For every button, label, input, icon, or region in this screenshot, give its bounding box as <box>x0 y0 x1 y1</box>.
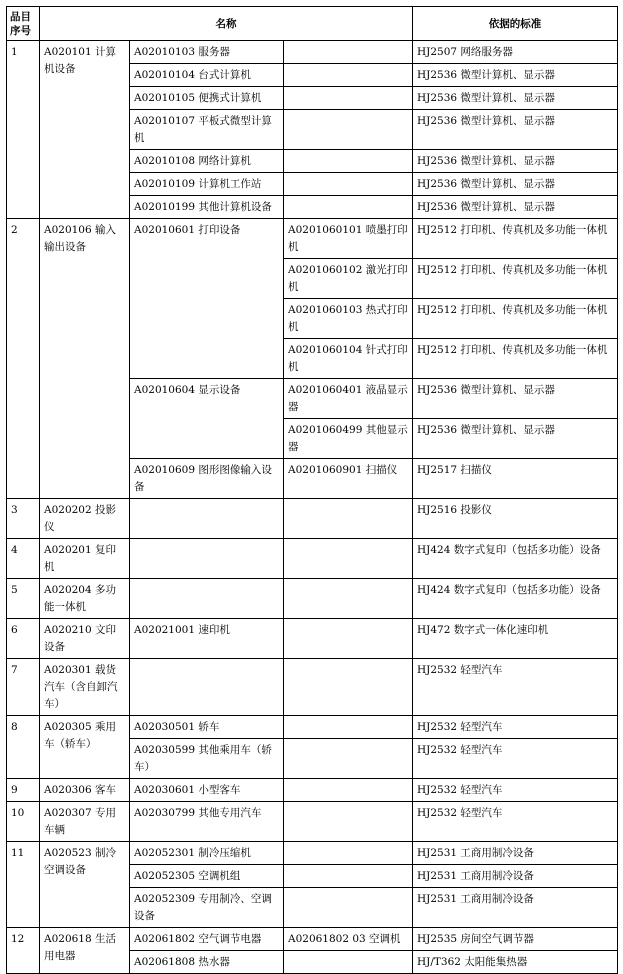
standard-cell: HJ2512 打印机、传真机及多功能一体机 <box>413 299 618 339</box>
standards-table <box>6 6 618 974</box>
table-row <box>7 842 618 865</box>
detail-cell: A0201060102 激光打印机 <box>284 259 413 299</box>
detail-cell <box>284 150 413 173</box>
detail-cell: A0201060401 液晶显示器 <box>284 379 413 419</box>
detail-cell <box>284 579 413 619</box>
category-cell: A020101 计算机设备 <box>40 41 130 219</box>
detail-cell <box>284 619 413 659</box>
standard-cell: HJ2536 微型计算机、显示器 <box>413 173 618 196</box>
standard-cell: HJ2512 打印机、传真机及多功能一体机 <box>413 339 618 379</box>
detail-cell <box>284 716 413 739</box>
standard-cell: HJ2536 微型计算机、显示器 <box>413 379 618 419</box>
standard-cell: HJ2532 轻型汽车 <box>413 779 618 802</box>
subcategory-cell: A02052309 专用制冷、空调设备 <box>130 888 284 928</box>
category-cell: A020305 乘用车（轿车） <box>40 716 130 779</box>
standard-cell: HJ/T362 太阳能集热器 <box>413 951 618 974</box>
standard-cell: HJ2517 扫描仪 <box>413 459 618 499</box>
item-index: 3 <box>7 499 40 539</box>
item-index: 7 <box>7 659 40 716</box>
item-index: 1 <box>7 41 40 219</box>
detail-cell: A0201060103 热式打印机 <box>284 299 413 339</box>
subcategory-cell: A02010601 打印设备 <box>130 219 284 379</box>
category-cell: A020106 输入输出设备 <box>40 219 130 499</box>
item-index: 4 <box>7 539 40 579</box>
category-cell: A020301 载货汽车（含自卸汽车） <box>40 659 130 716</box>
subcategory-cell: A02010109 计算机工作站 <box>130 173 284 196</box>
table-row <box>7 619 618 659</box>
table-row <box>7 41 618 64</box>
standard-cell: HJ2532 轻型汽车 <box>413 739 618 779</box>
subcategory-cell: A02010107 平板式微型计算机 <box>130 110 284 150</box>
subcategory-cell: A02052301 制冷压缩机 <box>130 842 284 865</box>
table-row <box>7 928 618 951</box>
header-row <box>7 7 618 41</box>
subcategory-cell: A02010609 图形图像输入设备 <box>130 459 284 499</box>
detail-cell <box>284 196 413 219</box>
detail-cell <box>284 865 413 888</box>
standard-cell: HJ2507 网络服务器 <box>413 41 618 64</box>
standard-cell: HJ472 数字式一体化速印机 <box>413 619 618 659</box>
detail-cell <box>284 802 413 842</box>
item-index: 12 <box>7 928 40 974</box>
item-index: 10 <box>7 802 40 842</box>
item-index: 5 <box>7 579 40 619</box>
table-row <box>7 802 618 842</box>
subcategory-cell: A02061802 空气调节电器 <box>130 928 284 951</box>
standard-cell: HJ2512 打印机、传真机及多功能一体机 <box>413 219 618 259</box>
table-row <box>7 659 618 716</box>
subcategory-cell: A02010104 台式计算机 <box>130 64 284 87</box>
detail-cell <box>284 64 413 87</box>
category-cell: A020523 制冷空调设备 <box>40 842 130 928</box>
table-row <box>7 779 618 802</box>
category-cell: A020306 客车 <box>40 779 130 802</box>
category-cell: A020307 专用车辆 <box>40 802 130 842</box>
subcategory-cell: A02010108 网络计算机 <box>130 150 284 173</box>
standard-cell: HJ2536 微型计算机、显示器 <box>413 87 618 110</box>
table-row <box>7 499 618 539</box>
detail-cell <box>284 951 413 974</box>
detail-cell <box>284 87 413 110</box>
standard-cell: HJ2531 工商用制冷设备 <box>413 865 618 888</box>
subcategory-cell: A02010604 显示设备 <box>130 379 284 459</box>
detail-cell: A02061802 03 空调机 <box>284 928 413 951</box>
detail-cell <box>284 539 413 579</box>
subcategory-cell: A02030799 其他专用汽车 <box>130 802 284 842</box>
standard-cell: HJ2536 微型计算机、显示器 <box>413 196 618 219</box>
subcategory-cell: A02030501 轿车 <box>130 716 284 739</box>
table-row <box>7 539 618 579</box>
detail-cell <box>284 779 413 802</box>
detail-cell: A0201060104 针式打印机 <box>284 339 413 379</box>
standard-cell: HJ424 数字式复印（包括多功能）设备 <box>413 539 618 579</box>
detail-cell <box>284 41 413 64</box>
standard-cell: HJ2531 工商用制冷设备 <box>413 888 618 928</box>
item-index: 9 <box>7 779 40 802</box>
detail-cell <box>284 739 413 779</box>
detail-cell: A0201060499 其他显示器 <box>284 419 413 459</box>
item-index: 8 <box>7 716 40 779</box>
category-cell: A020201 复印机 <box>40 539 130 579</box>
subcategory-cell <box>130 579 284 619</box>
subcategory-cell: A02052305 空调机组 <box>130 865 284 888</box>
table-row <box>7 219 618 259</box>
header-index: 品目序号 <box>7 7 40 41</box>
standard-cell: HJ2516 投影仪 <box>413 499 618 539</box>
detail-cell <box>284 842 413 865</box>
standard-cell: HJ2536 微型计算机、显示器 <box>413 110 618 150</box>
subcategory-cell <box>130 539 284 579</box>
table-row <box>7 716 618 739</box>
category-cell: A020204 多功能一体机 <box>40 579 130 619</box>
category-cell: A020202 投影仪 <box>40 499 130 539</box>
detail-cell <box>284 659 413 716</box>
standard-cell: HJ2535 房间空气调节器 <box>413 928 618 951</box>
standard-cell: HJ2532 轻型汽车 <box>413 716 618 739</box>
item-index: 11 <box>7 842 40 928</box>
standard-cell: HJ2532 轻型汽车 <box>413 659 618 716</box>
header-name: 名称 <box>40 7 413 41</box>
subcategory-cell: A02061808 热水器 <box>130 951 284 974</box>
subcategory-cell <box>130 659 284 716</box>
category-cell: A020618 生活用电器 <box>40 928 130 974</box>
standard-cell: HJ2531 工商用制冷设备 <box>413 842 618 865</box>
subcategory-cell: A02010105 便携式计算机 <box>130 87 284 110</box>
standard-cell: HJ424 数字式复印（包括多功能）设备 <box>413 579 618 619</box>
subcategory-cell: A02010103 服务器 <box>130 41 284 64</box>
detail-cell <box>284 499 413 539</box>
standard-cell: HJ2512 打印机、传真机及多功能一体机 <box>413 259 618 299</box>
header-standard: 依据的标准 <box>413 7 618 41</box>
standard-cell: HJ2532 轻型汽车 <box>413 802 618 842</box>
detail-cell <box>284 110 413 150</box>
subcategory-cell <box>130 499 284 539</box>
standard-cell: HJ2536 微型计算机、显示器 <box>413 64 618 87</box>
standard-cell: HJ2536 微型计算机、显示器 <box>413 150 618 173</box>
subcategory-cell: A02010199 其他计算机设备 <box>130 196 284 219</box>
category-cell: A020210 文印设备 <box>40 619 130 659</box>
detail-cell <box>284 173 413 196</box>
subcategory-cell: A02021001 速印机 <box>130 619 284 659</box>
detail-cell <box>284 888 413 928</box>
detail-cell: A0201060901 扫描仪 <box>284 459 413 499</box>
subcategory-cell: A02030599 其他乘用车（轿车） <box>130 739 284 779</box>
subcategory-cell: A02030601 小型客车 <box>130 779 284 802</box>
item-index: 6 <box>7 619 40 659</box>
detail-cell: A0201060101 喷墨打印机 <box>284 219 413 259</box>
table-row <box>7 579 618 619</box>
standard-cell: HJ2536 微型计算机、显示器 <box>413 419 618 459</box>
item-index: 2 <box>7 219 40 499</box>
